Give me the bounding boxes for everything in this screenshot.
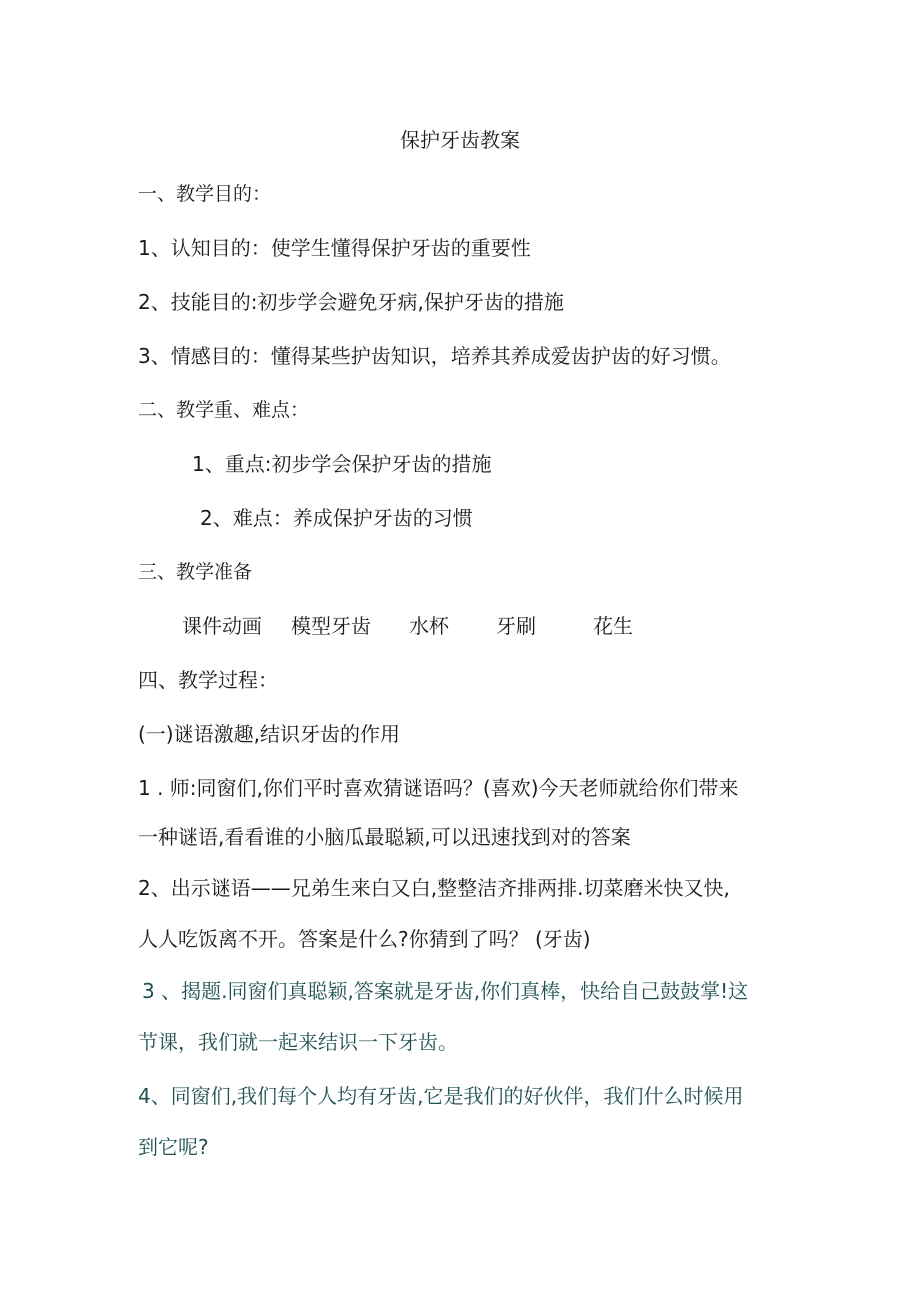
material-item: 水杯 — [409, 614, 449, 638]
material-item: 牙刷 — [496, 614, 536, 638]
material-item: 模型牙齿 — [291, 614, 371, 638]
section-heading-key-points: 二、教学重、难点： — [138, 399, 310, 421]
material-item: 课件动画 — [182, 614, 262, 638]
process-paragraph-line: 2、出示谜语——兄弟生来白又白,整整洁齐排两排.切菜磨米快又快, — [138, 876, 730, 900]
process-paragraph-line: 到它呢? — [138, 1135, 209, 1159]
process-subheading: (一)谜语激趣,结识牙齿的作用 — [138, 722, 400, 746]
objective-item-2: 2、技能目的:初步学会避免牙病,保护牙齿的措施 — [138, 290, 564, 314]
document-title: 保护牙齿教案 — [400, 128, 520, 152]
process-paragraph-line: 3 、揭题.同窗们真聪颖,答案就是牙齿,你们真棒，快给自己鼓鼓掌!这 — [142, 979, 749, 1003]
objective-item-1: 1、认知目的：使学生懂得保护牙齿的重要性 — [138, 236, 531, 260]
section-heading-objectives: 一、教学目的： — [138, 183, 272, 205]
process-paragraph-line: 节课，我们就一起来结识一下牙齿。 — [138, 1030, 458, 1054]
key-point-item-2: 2、难点：养成保护牙齿的习惯 — [200, 506, 473, 530]
process-paragraph-line: 4、同窗们,我们每个人均有牙齿,它是我们的好伙伴，我们什么时候用 — [138, 1084, 744, 1108]
key-point-item-1: 1、重点:初步学会保护牙齿的措施 — [192, 452, 492, 476]
section-heading-process: 四、教学过程： — [138, 668, 278, 692]
section-heading-preparation: 三、教学准备 — [138, 561, 253, 583]
process-paragraph-line: 人人吃饭离不开。答案是什么?你猜到了吗？ (牙齿) — [138, 927, 591, 951]
process-paragraph-line: 一种谜语,看看谁的小脑瓜最聪颖,可以迅速找到对的答案 — [138, 825, 631, 849]
objective-item-3: 3、情感目的：懂得某些护齿知识，培养其养成爱齿护齿的好习惯。 — [138, 344, 731, 368]
process-paragraph-line: 1 . 师:同窗们,你们平时喜欢猜谜语吗？(喜欢)今天老师就给你们带来 — [138, 776, 739, 800]
material-item: 花生 — [593, 614, 633, 638]
